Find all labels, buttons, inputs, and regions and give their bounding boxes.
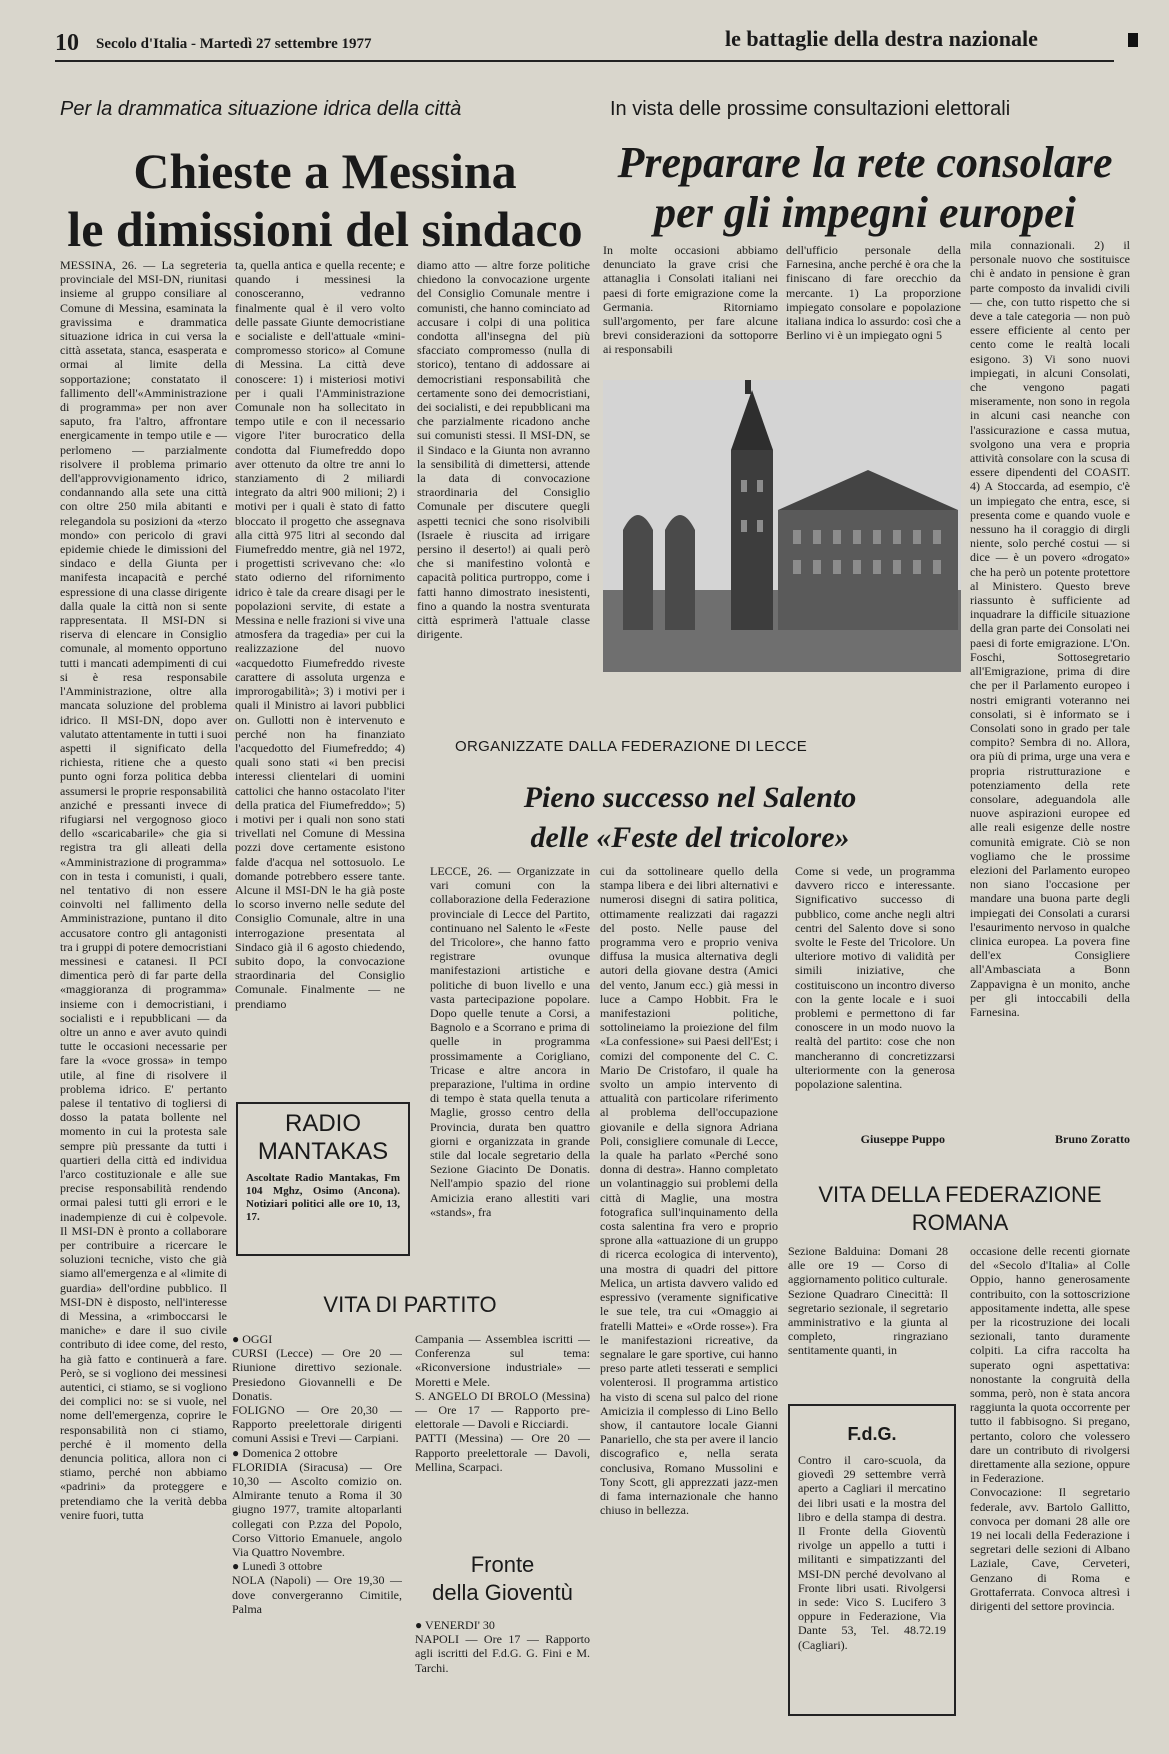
masthead-rule	[55, 60, 1114, 62]
fdg-title: F.d.G.	[847, 1424, 897, 1444]
article3-kicker: ORGANIZZATE DALLA FEDERAZIONE DI LECCE	[455, 738, 808, 755]
section-title: le battaglie della destra nazionale	[725, 26, 1038, 51]
city-skyline-illustration	[603, 380, 961, 672]
federazione-column2: occasione delle recenti giornate del «Secolo d'Italia» al Colle Oppio, hanno generosamente contribuito, con la sottoscrizione appositamente indetta, alle spese per la ricostruzione dei locali sezionali, tanto duramente colpiti. La cifra raccolta ha superato ogni aspettativa: nonostante la congruità della somma, però, non è stata ancora raggiunta la quota occorrente per tutto il fabbisogno. Si pregano, pertanto, coloro che volessero dare un contributo di rivolgersi direttamente alla sezione, oppure in Federazione. Convocazione: Il segretario federale, avv. Bartolo Gallitto, convoca per domani 28 alle ore 19 nei locali della Federazione i segretari delle sezioni di Albano Laziale, Cave, Cerveteri, Genzano di Roma e Grottaferrata. Convoca altresì i dirigenti del settore provincia.	[970, 1244, 1130, 1614]
article1-column1: MESSINA, 26. — La segreteria provinciale del MSI-DN, riunitasi insieme al gruppo consiliare al Comune di Messina, esaminata la gravissima e drammatica situazione idrica in cui versa la città assetata, stanca, esasperata e ormai al limite della sopportazione; constatato il fallimento dell'«Amministrazione di programma» per non aver saputo, fra l'altro, affrontare energicamente in tempo utile e — perlomeno — parzialmente risolvere il problema primario dell'approvvigionamento idrico, condannando alla sete una città con oltre 250 mila abitanti e relegandola su posizioni da «terzo mondo» con pericolo di gravi epidemie chiede le dimissioni del sindaco e della Giunta per manifesta incapacità e perché espressione di una classe dirigente dalla quale la città non si sente rappresentata. Il MSI-DN si riserva di elencare in Consiglio comunale, al momento opportuno tutti i mancati adempimenti di cui si è resa responsabile l'Amministrazione, oltre alla mancata soluzione del problema idrico. Il MSI-DN, dopo aver valutato attentamente in tutti i suoi aspetti il significato della richiesta, ritiene che a questo punto ogni forza politica debba assumersi le proprie responsabilità anziché e pressanti invece di rifugiarsi nel vergognoso gioco dello «scaricabarile» che gia si registra tra gli alleati della «Amministrazione di programma» con in testa i comunisti, i quali, nel tentativo di non essere coinvolti nel fallimento della Amministrazione, puntano il dito accusatore contro gli antagonisti tra i gruppi di potere democristiani messinesi e catanesi. Il PCI dimentica però di far parte della «maggioranza di programma» insieme con i democristiani, i socialisti e i repubblicani — da oltre un anno e aver avuto quindi tutte le occasioni necessarie per fare la «voce grossa» in tempo utile, al fine di risolvere il problema idrico. E' pertanto palese il tentativo di togliersi di dosso la patata bollente nel momento in cui la protesta sale sempre più pressante da tutti i quartieri della città ed individua l'arco costituzionale e alle sue precise responsabilità rendendo ormai palesi tutti gli errori e le inadempienze di cui è colpevole. Il MSI-DN è pronto a collaborare per contribuire a ricercare le soluzioni tecniche, visto che già siamo all'emergenza e al «limite di guardia» dell'ordine pubblico. Il MSI-DN è disposto, nell'interesse di Messina, a «rimboccarsi le maniche» e dare il suo civile contributo di idee come, del resto, ha già fatto e continuerà a fare. Però, se si vogliono dei messinesi autentici, ci stiamo, se si vogliono dei complici no: se si vuole, nel nome dell'emergenza, coprire le responsabilità non ci stiamo, perché è il momento della denuncia politica, allora non ci stiamo, perché non abbiamo «padrini» da proteggere e pretendiamo che la verità debba venire fuori, tutta	[60, 258, 227, 1522]
article1-headline-line1: Chieste a Messina	[133, 143, 517, 199]
article2-headline-line1: Preparare la rete consolare	[617, 138, 1113, 187]
article2-headline-line2: per gli impegni europei	[654, 188, 1076, 237]
article2-kicker: In vista delle prossime consultazioni elettorali	[610, 98, 1011, 120]
radio-box	[236, 1102, 410, 1256]
paper-date: Secolo d'Italia - Martedì 27 settembre 1977	[96, 36, 372, 52]
article3-column3: Come si vede, un programma davvero ricco e interessante. Significativo successo di pubblico, come anche negli altri centri del Salento dove si sono svolte le Feste del Tricolore. Un ulteriore motivo di validità per simili iniziative, che costituiscono un incontro diverso con la gente locale e i suoi problemi e permettono di far conoscere in un modo nuovo la realtà del partito: cose che non mancheranno di concretizzarsi ulteriormente con la generosa popolazione salentina.	[795, 864, 955, 1092]
article3-headline-line2: delle «Feste del tricolore»	[530, 821, 850, 854]
federazione-column1: Sezione Balduina: Domani 28 alle ore 19 — Corso di aggiornamento politico culturale. Sezione Quadraro Cinecittà: Il segretario sezionale, il segretario amministrativo e la giunta al completo, ringraziano sentitamente quanti, in	[788, 1244, 948, 1358]
article2-column3: mila connazionali. 2) il personale nuovo che sostituisce chi è andato in pensione è gran parte composto da invalidi civili — che, con tutto rispetto che si deve a tale categoria — non può essere efficiente al cento per cento come le realtà locali esigono. 3) Vi sono nuovi impiegati, in alcuni Consolati, che vengono pagati miseramente, non sono in regola in alcuni casi neanche con l'assicurazione e cassa mutua, svolgono una vera e propria attività consolare con la scusa di essere dipendenti del COASIT. 4) A Stoccarda, ad esempio, c'è un impiegato che entra, esce, si presenta come e quando vuole e nessuno ha il coraggio di dirgli niente, solo perché costui — si dice — è un povero «drogato» che ha però un potente protettore al Ministero. Questo breve riassunto è sufficiente ad inquadrare la difficile situazione della gran parte dei Consolati nei paesi di forte emigrazione. L'On. Foschi, Sottosegretario all'Emigrazione, prima di dire che per il Parlamento europeo i nostri emigranti voteranno nei consolati, si è informato se i Consolati sono in grado per tale compito? Sembra di no. Allora, ora più di prima, urge una vera e propria ristrutturazione e potenziamento della rete consolare, adeguandola alle nuove aspirazioni europee ed alle reali esigenze delle nostre comunità emigrate. Ciò se non vogliamo che le prossime elezioni del Parlamento europeo non siano l'occasione per mandare una buona parte degli impiegati dei Consolati a curarsi l'esaurimento nervoso in qualche clinica europea. La povera fine dell'ex Consigliere all'Ambasciata a Bonn Zappavigna è un monito, anche per gli intoccabili della Farnesina.	[970, 238, 1130, 1019]
fronte-body: ● VENERDI' 30 NAPOLI — Ore 17 — Rapporto agli iscritti del F.d.G. G. Fini e M. Tarchi.	[415, 1618, 590, 1675]
vita-partito-column2: Campania — Assemblea iscritti — Conferenza sul tema: «Riconversione industriale» — Moretti e Mele. S. ANGELO DI BROLO (Messina) — Ore 17 — Rapporto pre-elettorale — Davoli e Ricciardi. PATTI (Messina) — Ore 20 — Rapporto preelettorale — Davoli, Mellina, Scarpaci.	[415, 1332, 590, 1474]
fdg-box	[788, 1404, 956, 1716]
article3-signature: Giuseppe Puppo	[860, 1132, 945, 1146]
fronte-title-line2: della Gioventù	[432, 1580, 573, 1605]
article2-signature: Bruno Zoratto	[1055, 1132, 1130, 1146]
vita-partito-title: VITA DI PARTITO	[323, 1292, 497, 1317]
article1-column2: ta, quella antica e quella recente; e quando i messinesi la conosceranno, vedranno finalmente qual è il vero volto delle passate Giunte democristiane e socialiste e dell'attuale «mini-compromesso storico» al Comune di Messina. La città deve conoscere: 1) i misteriosi motivi per i quali l'Amministrazione Comunale non ha sollecitato in tempo utile e con il necessario vigore l'iter burocratico della condotta dal Fiumefreddo dopo aver ottenuto da oltre tre anni lo stanziamento di 2 miliardi integrato da altri 900 milioni; 2) i motivi per i quali è stato di fatto bloccato il progetto che assegnava alla città 975 litri al secondo dal Fiumefreddo mentre, già nel 1972, i progettisti scrivevano che: «lo stato odierno del rifornimento idrico è tale da creare disagi per le popolazioni servite, di estate a Messina e nelle frazioni si vive una atmosfera da tragedia» per cui la realizzazione del nuovo «acquedotto Fiumefreddo riveste carattere di assoluta urgenza e improrogabilità»; 3) i motivi per i quali il Ministro ai lavori pubblici on. Gullotti non è intervenuto e perché non ha finanziato l'acquedotto del Fiumefreddo; 4) quali sono stati «i ben precisi interessi clientelari di uomini cattolici che hanno ostacolato l'iter della pratica del Fiumefreddo»; 5) i motivi per i quali non sono stati trivellati nel Comune di Messina pozzi dove certamente esistono falde d'acqua nel sottosuolo. Le domande potrebbero essere tante. Alcune il MSI-DN le ha già poste lo scorso inverno nelle sedute del Consiglio Comunale, altre in una interrogazione presentata al Sindaco già il 6 agosto chiedendo, subito dopo, la convocazione straordinaria del Consiglio Comunale. Finalmente — ne prendiamo	[235, 258, 405, 1011]
federazione-title-line2: ROMANA	[911, 1210, 1009, 1235]
page-number: 10	[55, 30, 79, 56]
vita-partito-column1: ● OGGI CURSI (Lecce) — Ore 20 — Riunione direttivo sezionale. Presiedono Giovannelli e De Donatis. FOLIGNO — Ore 20,30 — Rapporto preelettorale dirigenti comuni Assisi e Trevi — Carpiani. ● Domenica 2 ottobre FLORIDIA (Siracusa) — Ore 10,30 — Ascolto comizio on. Almirante tenuto a Roma il 30 giugno 1977, tramite altoparlanti collegati con P.zza del Popolo, Corso Vittorio Emanuele, angolo Via Quattro Novembre. ● Lunedì 3 ottobre NOLA (Napoli) — Ore 19,30 — dove convergeranno Cimitile, Palma	[232, 1332, 402, 1616]
munich-city-hall-photo	[603, 380, 961, 672]
article1-column3: diamo atto — altre forze politiche chiedono la convocazione urgente del Consiglio Comunale mentre i comunisti, che hanno cominciato ad accusare i colpi di una politica condotta all'insegna del più sfacciato compromesso (nulla di storico), tentano di addossare ai democristiani responsabilità che certamente sono dei democristiani, dei socialisti, e dei repubblicani ma che parzialmente ricadono anche sui comunisti stessi. Il MSI-DN, se il Sindaco e la Giunta non avranno la sensibilità di dimettersi, attende la data di convocazione straordinaria del Consiglio Comunale per discutere quegli aspetti tecnici che sono risolvibili (Israele è riuscita ad irrigare persino il deserto!) ai quali però che si manifestino volontà e capacità politica purtroppo, come i fatti hanno dimostrato inesistenti, fino a quando la nostra sventurata città esprimerà l'attuale classe dirigente.	[417, 258, 590, 642]
article1-headline-line2: le dimissioni del sindaco	[67, 201, 583, 257]
article3-headline-line1: Pieno successo nel Salento	[523, 781, 857, 814]
radio-title-line1: RADIO	[284, 1110, 361, 1137]
section-marker-icon	[1128, 33, 1138, 47]
article1-kicker: Per la drammatica situazione idrica della città	[60, 98, 462, 120]
radio-body: Ascoltate Radio Mantakas, Fm 104 Mghz, Osimo (Ancona). Notiziari politici alle ore 10, 13, 17.	[246, 1172, 400, 1223]
article2-column2: dell'ufficio personale della Farnesina, anche perché è ora che la finiscano di fare orecchio da mercante. 1) La proporzione impiegato consolare e popolazione italiana indica lo assurdo: così che a Berlino vi è un impiegato ogni 5	[786, 243, 961, 343]
radio-title-line2: MANTAKAS	[257, 1138, 389, 1165]
article2-column1: In molte occasioni abbiamo denunciato la grave crisi che attanaglia i Consolati italiani nei paesi di forte emigrazione come la Germania. Ritorniamo sull'argomento, per fare alcune brevi considerazioni da sottoporre ai responsabili	[603, 243, 778, 357]
fdg-body: Contro il caro-scuola, da giovedì 29 settembre verrà aperto a Cagliari il mercatino dei libri usati e la mostra del libro e della stampa di destra. Il Fronte della Gioventù rivolge un appello a tutti i militanti e simpatizzanti del MSI-DN perché devolvano al Fronte libri usati. Rivolgersi in sede: Vico S. Lucifero 3 oppure in Federazione, Via Dante 53, Tel. 48.72.19 (Cagliari).	[798, 1453, 946, 1652]
fronte-title-line1: Fronte	[470, 1552, 535, 1577]
article3-column2: cui da sottolineare quello della stampa libera e dei libri alternativi e numerosi disegni di satira politica, ottimamente realizzati dai ragazzi del posto. Nelle pause del programma vero e proprio veniva diffusa la musica alternativa degli autori della giovane destra (Amici del vento, Janum ecc.) già messi in luce a Campo Hobbit. Fra le manifestazioni politiche, sottolineiamo la proiezione del film «La confessione» sui Paesi dell'Est; i comizi del componente del C. C. Mario De Cristofaro, il quale ha svolto un ampio intervento di attualità con particolare riferimento al problema dell'occupazione giovanile e della signora Adriana Poli, consigliere comunale di Lecce, la quale ha parlato «Perché sono donna di destra». Hanno completato un volantinaggio sui problemi della città di Maglie, una mostra fotografica sull'inquinamento della costa salentina fra vero e proprio sprone alla «attuazione di un gruppo di ricerca ecologica di intervento), una mostra di quadri del pittore Melica, un artista davvero valido ed espressivo (veramente significative le sue tele, tra cui «Omaggio ai fratelli Mattei» e «Orde rosse»). Fra le manifestazioni ricreative, da segnalare le gare sportive, cui hanno preso parte atleti tesserati e semplici volenterosi. Il programma artistico ha visto di scena sul palco del rione Amicizia il complesso di Lino Bello show, il cantautore locale Gianni Panariello, che sta per avere il lancio discografico e, nella serata conclusiva, Romano Mussolini e Tony Scott, gli apprezzati jazz-men di fama internazionale che hanno chiuso in bellezza.	[600, 864, 778, 1518]
article3-column1: LECCE, 26. — Organizzate in vari comuni con la collaborazione della Federazione provinciale di Lecce del Partito, continuano nel Salento le «Feste del Tricolore», che hanno fatto registrare ovunque manifestazioni artistiche e politiche di buon livello e una vasta partecipazione popolare. Dopo quelle tenute a Corsi, a Bagnolo e a Scorrano e prima di quelle in programma prossimamente a Corigliano, Tricase e altre ancora in preparazione, l'ultima in ordine di tempo è stata quella tenuta a Maglie, grosso centro della Provincia, durata ben quattro giorni e organizzata in grande stile dal locale segretario della Sezione Giacinto De Donatis. Nell'ampio spazio del rione Amicizia erano allestiti vari «stands», fra	[430, 864, 590, 1219]
federazione-title-line1: VITA DELLA FEDERAZIONE	[818, 1182, 1102, 1207]
